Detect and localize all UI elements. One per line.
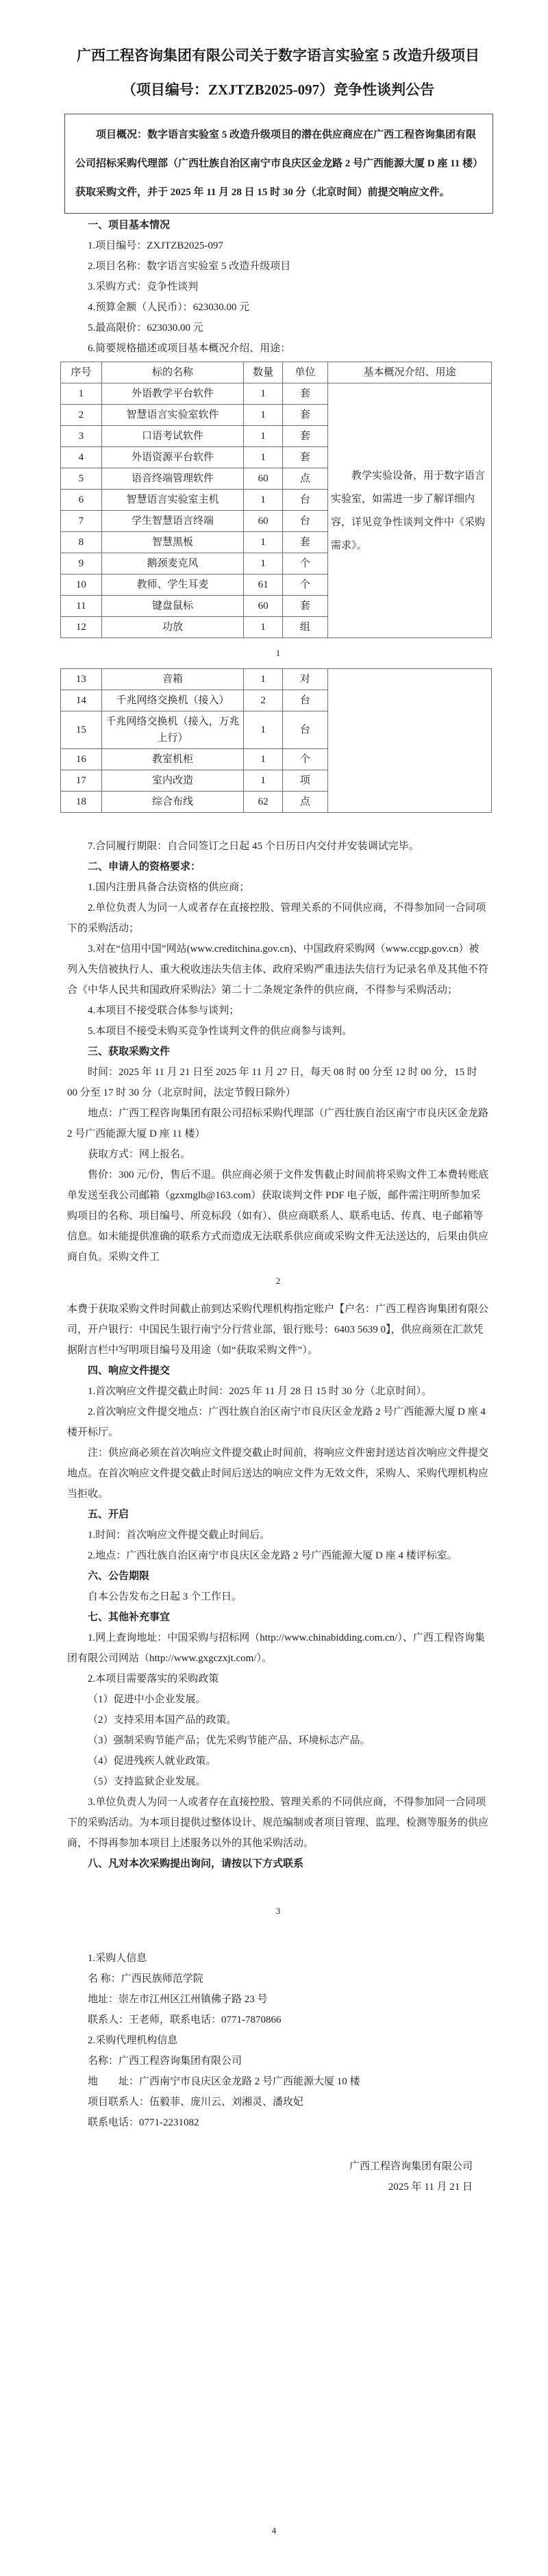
cell-name: 智慧语言实验室软件 [101, 405, 244, 426]
cell-unit: 套 [282, 447, 327, 468]
cell-no: 13 [61, 669, 102, 690]
cell-unit: 对 [282, 669, 327, 690]
policy-item: （1）促进中小企业发展。 [88, 1694, 206, 1705]
qualification-item: 1.国内注册具备合法资格的供应商； [88, 882, 250, 893]
cell-name: 千兆网络交换机（接入） [101, 690, 244, 711]
page-number-2: 2 [275, 1276, 281, 1286]
agency-address: 地 址：广西南宁市良庆区金龙路 2 号广西能源大厦 10 楼 [88, 2076, 360, 2087]
cell-unit: 台 [282, 690, 327, 711]
table-row [61, 669, 492, 690]
document-title [67, 0, 489, 107]
qualification-item: 3.对在“信用中国”网站(www.creditchina.gov.cn)、中国政府采购网（www.ccgp.gov.cn）被列入失信被执行人、重大税收违法失信主体、政府采购严重违法失信行为记录名单及其他不符合《中华人民共和国政府采购法》第二十二条规定条件的供应商，不得参与采购活动； [67, 944, 489, 996]
cell-unit: 套 [282, 405, 327, 426]
opening-place: 2.地点：广西壮族自治区南宁市良庆区金龙路 2 号广西能源大厦 D 座 4 楼评标室。 [88, 1550, 458, 1561]
cell-qty: 61 [244, 574, 283, 596]
cell-qty: 60 [244, 468, 283, 490]
cell-name: 语音终端管理软件 [101, 468, 244, 490]
cell-qty: 60 [244, 596, 283, 617]
cell-unit: 套 [282, 426, 327, 447]
agency-info-label: 2.采购代理机构信息 [88, 2035, 178, 2046]
contract-period: 7.合同履行期限：自合同签订之日起 45 个日历日内交付并安装调试完毕。 [88, 841, 419, 852]
cell-name: 口语考试软件 [101, 426, 244, 447]
cell-name: 鹅颈麦克风 [101, 553, 244, 574]
cell-qty: 60 [244, 511, 283, 532]
agency-phone: 联系电话：0771-2231082 [88, 2117, 199, 2128]
col-header-qty: 数量 [244, 362, 283, 383]
spec-intro-label: 6.简要规格描述或项目基本概况介绍、用途： [88, 343, 291, 354]
cell-no: 2 [61, 405, 102, 426]
cell-qty: 1 [244, 617, 283, 638]
project-number: 1.项目编号：ZXJTZB2025-097 [88, 240, 223, 251]
procurement-method: 3.采购方式：竞争性谈判 [88, 281, 199, 292]
cell-qty: 62 [244, 792, 283, 813]
response-note: 注：供应商必须在首次响应文件提交截止时间前，将响应文件密封送达首次响应文件提交地点。在首次响应文件提交截止时间后送达的响应文件为无效文件，采购人、采购代理机构应当拒收。 [67, 1448, 489, 1500]
cell-no: 18 [61, 792, 102, 813]
procurement-policy-label: 2.本项目需要落实的采购政策 [88, 1674, 219, 1684]
cell-name: 智慧黑板 [101, 532, 244, 553]
cell-unit: 套 [282, 596, 327, 617]
section-heading-7: 七、其他补充事宜 [88, 1612, 171, 1623]
project-name: 2.项目名称：数字语言实验室 5 改造升级项目 [88, 261, 291, 272]
cell-unit: 点 [282, 792, 327, 813]
cell-no: 9 [61, 553, 102, 574]
policy-item: （2）支持采用本国产品的政策。 [88, 1715, 237, 1726]
max-price: 5.最高限价：623030.00 元 [88, 323, 203, 333]
contacts-block [67, 1948, 489, 2133]
announcement-period: 自本公告发布之日起 3 个工作日。 [88, 1591, 242, 1602]
cell-qty: 1 [244, 669, 283, 690]
cell-qty: 1 [244, 405, 283, 426]
cell-no: 10 [61, 574, 102, 596]
cell-no: 4 [61, 447, 102, 468]
page-number-1: 1 [275, 648, 281, 658]
cell-qty: 1 [244, 553, 283, 574]
section-heading-3: 三、获取采购文件 [88, 1046, 171, 1057]
cell-no: 6 [61, 490, 102, 511]
cell-no: 16 [61, 749, 102, 770]
cell-name: 室内改造 [101, 770, 244, 792]
section-heading-2: 二、申请人的资格要求： [88, 861, 201, 872]
cell-name: 音箱 [101, 669, 244, 690]
signature-company: 广西工程咨询集团有限公司 [349, 2161, 473, 2172]
signature-block [67, 2156, 489, 2197]
section-heading-5: 五、开启 [88, 1509, 129, 1520]
cell-qty: 1 [244, 426, 283, 447]
conflict-restriction: 3.单位负责人为同一人或者存在直接控股、管理关系的不同供应商，不得参加同一合同项下的采购活动。为本项目提供过整体设计、规范编制或者项目管理、监理、检测等服务的供应商，不得再参加本项目上述服务以外的其他采购活动。 [67, 1797, 489, 1849]
response-place: 2.首次响应文件提交地点：广西壮族自治区南宁市良庆区金龙路 2 号广西能源大厦 D 座 4 楼开标厅。 [67, 1406, 486, 1438]
project-overview-box [64, 114, 493, 214]
page-number-3: 3 [275, 1906, 281, 1916]
cell-name: 外语资源平台软件 [101, 447, 244, 468]
cell-qty: 1 [244, 532, 283, 553]
policy-item: （5）支持监狱企业发展。 [88, 1776, 206, 1787]
cell-unit: 个 [282, 574, 327, 596]
cell-no: 12 [61, 617, 102, 638]
merged-desc-text: 教学实验设备，用于数字语言实验室，如需进一步了解详细内容，详见竞争性谈判文件中《采购需求》。 [330, 470, 485, 551]
policy-item: （4）促进残疾人就业政策。 [88, 1756, 216, 1767]
col-header-name: 标的名称 [101, 362, 244, 383]
cell-name: 智慧语言实验室主机 [101, 490, 244, 511]
cell-unit: 个 [282, 749, 327, 770]
col-header-no: 序号 [61, 362, 102, 383]
cell-qty: 1 [244, 770, 283, 792]
cell-qty: 1 [244, 490, 283, 511]
title-line-2: （项目编号：ZXJTZB2025-097）竞争性谈判公告 [121, 81, 435, 98]
merged-desc-cell [327, 383, 491, 638]
cell-name: 综合布线 [101, 792, 244, 813]
cell-name: 学生智慧语言终端 [101, 511, 244, 532]
qualification-item: 5.本项目不接受未购买竞争性谈判文件的供应商参与谈判。 [88, 1026, 353, 1037]
cell-no: 17 [61, 770, 102, 792]
merged-desc-cell-empty [327, 669, 491, 813]
agency-name: 名称：广西工程咨询集团有限公司 [88, 2056, 242, 2067]
purchaser-contact: 联系人：王老师，联系电话：0771-7870866 [88, 2015, 282, 2025]
document-price-paragraph: 售价：300 元/份，售后不退。供应商必须于文件发售截止时间前将采购文件工本费转账底单发送至我公司邮箱（gzxmglb@163.com）获取谈判文件 PDF 电子版，邮件需注明所参加采购项目的名称、项目编号、所竞标段（如有）、供应商联系人、联系电话、传真、电子邮箱等信息。如未能提供准确的联系方式而造成无法联系供应商或采购文件无法送达的，后果由供应商自负。采购文件工 [67, 1170, 489, 1263]
cell-name: 功放 [101, 617, 244, 638]
document-price-continuation: 本费于获取采购文件时间截止前到达采购代理机构指定账户【户名：广西工程咨询集团有限公司，开户银行：中国民生银行南宁分行营业部，银行账号：6403 5639 0】，供应商须在汇款凭据附言栏中写明项目编号及用途（如“获取采购文件”）。 [67, 1304, 489, 1356]
cell-unit: 个 [282, 553, 327, 574]
qualification-item: 2.单位负责人为同一人或者存在直接控股、管理关系的不同供应商，不得参加同一合同项下的采购活动； [67, 902, 486, 934]
col-header-unit: 单位 [282, 362, 327, 383]
signature-date: 2025 年 11 月 21 日 [388, 2182, 473, 2193]
cell-no: 11 [61, 596, 102, 617]
qualification-item: 4.本项目不接受联合体参与谈判； [88, 1005, 240, 1016]
project-overview-text: 项目概况：数字语言实验室 5 改造升级项目的潜在供应商应在广西工程咨询集团有限公司招标采购代理部（广西壮族自治区南宁市良庆区金龙路 2 号广西能源大厦 D 座 11 楼）获取采购文件，并于 2025 年 11 月 28 日 15 时 30 分（北京时间）前提交响应文件。 [75, 129, 478, 198]
section-heading-1: 一、项目基本情况 [88, 220, 171, 231]
document-obtain-place: 地点：广西工程咨询集团有限公司招标采购代理部（广西壮族自治区南宁市良庆区金龙路 2 号广西能源大厦 D 座 11 楼） [67, 1108, 489, 1139]
online-query-address: 1.网上查询地址：中国采购与招标网（http://www.chinabidding.com.cn/）、广西工程咨询集团有限公司网站（http://www.gxgczxjt.com/）。 [67, 1632, 485, 1664]
response-deadline: 1.首次响应文件提交截止时间：2025 年 11 月 28 日 15 时 30 分（北京时间）。 [88, 1386, 432, 1397]
purchaser-info-label: 1.采购人信息 [88, 1953, 147, 1964]
document-obtain-time: 时间：2025 年 11 月 21 日至 2025 年 11 月 27 日，每天 08 时 00 分至 12 时 00 分，15 时 00 分至 17 时 30 分（北京时间，法定节假日除外） [67, 1067, 477, 1098]
cell-name: 教师、学生耳麦 [101, 574, 244, 596]
cell-qty: 1 [244, 711, 283, 749]
purchaser-name: 名 称：广西民族师范学院 [88, 1973, 203, 1984]
cell-no: 8 [61, 532, 102, 553]
section-heading-6: 六、公告期限 [88, 1571, 150, 1582]
cell-unit: 台 [282, 490, 327, 511]
section-heading-4: 四、响应文件提交 [88, 1365, 171, 1376]
col-header-desc: 基本概况介绍、用途 [327, 362, 491, 383]
cell-unit: 组 [282, 617, 327, 638]
cell-unit: 台 [282, 511, 327, 532]
title-line-1: 广西工程咨询集团有限公司关于数字语言实验室 5 改造升级项目 [77, 47, 480, 64]
cell-unit: 台 [282, 711, 327, 749]
policy-item: （3）强制采购节能产品；优先采购节能产品、环境标志产品。 [88, 1735, 371, 1746]
cell-name: 教室机柜 [101, 749, 244, 770]
page-number-4: 4 [271, 2525, 277, 2536]
section-heading-8: 八、凡对本次采购提出询问，请按以下方式联系 [88, 1858, 304, 1869]
cell-name: 键盘鼠标 [101, 596, 244, 617]
goods-table-page1 [60, 362, 492, 638]
cell-unit: 套 [282, 383, 327, 405]
cell-no: 1 [61, 383, 102, 405]
cell-qty: 1 [244, 749, 283, 770]
cell-no: 15 [61, 711, 102, 749]
cell-unit: 点 [282, 468, 327, 490]
goods-table-page2 [60, 668, 492, 813]
document-obtain-method: 获取方式：网上报名。 [88, 1149, 191, 1160]
budget-amount: 4.预算金额（人民币）：623030.00 元 [88, 302, 250, 313]
table-row [61, 383, 492, 405]
cell-qty: 1 [244, 383, 283, 405]
cell-unit: 套 [282, 532, 327, 553]
agency-contact: 项目联系人：伍毅菲、庞川云、刘湘灵、潘玫妃 [88, 2097, 304, 2108]
cell-unit: 项 [282, 770, 327, 792]
cell-no: 7 [61, 511, 102, 532]
cell-name: 千兆网络交换机（接入，万兆上行） [101, 711, 244, 749]
goods-table-header-row [61, 362, 492, 383]
cell-qty: 1 [244, 447, 283, 468]
opening-time: 1.时间：首次响应文件提交截止时间后。 [88, 1530, 271, 1541]
cell-no: 3 [61, 426, 102, 447]
cell-qty: 2 [244, 690, 283, 711]
cell-no: 5 [61, 468, 102, 490]
cell-name: 外语教学平台软件 [101, 383, 244, 405]
purchaser-address: 地址：崇左市江州区江州镇佛子路 23 号 [88, 1994, 268, 2005]
cell-no: 14 [61, 690, 102, 711]
